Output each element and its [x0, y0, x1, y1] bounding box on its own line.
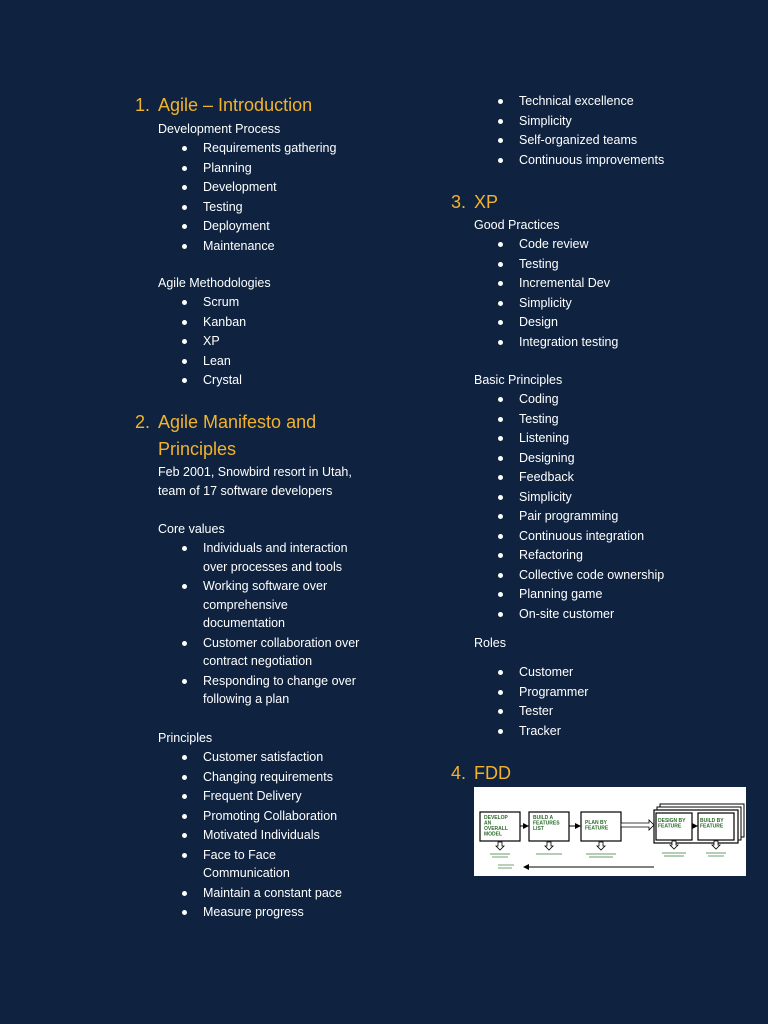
good-practices-title: Good Practices [474, 218, 560, 232]
basic-principle-item: Designing [474, 449, 664, 468]
principle-item: Face to Face Communication [158, 846, 363, 883]
development-process-item: Requirements gathering [158, 139, 336, 158]
development-process-list [158, 139, 336, 256]
section-4-number: 4. [451, 763, 467, 783]
development-process-item: Deployment [158, 217, 336, 236]
manifesto-intro: Feb 2001, Snowbird resort in Utah, team of 17 software developers [158, 465, 352, 498]
section-2-number: 2. [135, 412, 151, 432]
development-process-title: Development Process [158, 122, 281, 136]
agile-methodology-item: Lean [158, 352, 246, 371]
principle-item: Customer satisfaction [158, 748, 363, 767]
basic-principle-item: Simplicity [474, 488, 664, 507]
fdd-label-plan-by-feature: PLAN BY FEATURE [585, 820, 609, 832]
core-value-item: Responding to change over following a plan [158, 672, 363, 709]
section-1-title: Agile – Introduction [158, 95, 313, 115]
good-practices-list [474, 235, 618, 352]
roles-title: Roles [474, 636, 506, 650]
core-value-item: Individuals and interaction over processes and tools [158, 539, 363, 576]
basic-principle-item: Coding [474, 390, 664, 409]
principle-item: Technical excellence [474, 92, 664, 111]
development-process-item: Maintenance [158, 237, 336, 256]
section-2-title-line2: Principles [158, 439, 237, 459]
section-4-heading [451, 760, 511, 787]
fdd-label-build-features: BUILD A FEATURES LIST [533, 815, 560, 832]
section-4-title: FDD [474, 763, 511, 783]
basic-principle-item: Pair programming [474, 507, 664, 526]
core-value-item: Customer collaboration over contract negotiation [158, 634, 363, 671]
agile-methodology-item: Crystal [158, 371, 246, 390]
principle-item: Continuous improvements [474, 151, 664, 170]
roles-list [474, 663, 588, 741]
principles-title: Principles [158, 731, 213, 745]
section-1-heading [135, 92, 312, 119]
good-practice-item: Integration testing [474, 333, 618, 352]
good-practice-item: Testing [474, 255, 618, 274]
basic-principle-item: Refactoring [474, 546, 664, 565]
agile-methodology-item: XP [158, 332, 246, 351]
development-process-item: Development [158, 178, 336, 197]
principle-item: Frequent Delivery [158, 787, 363, 806]
good-practice-item: Simplicity [474, 294, 618, 313]
principle-item: Motivated Individuals [158, 826, 363, 845]
basic-principle-item: On-site customer [474, 605, 664, 624]
agile-methodologies-list [158, 293, 246, 391]
principles-continued-list [474, 92, 664, 170]
section-2-title-line1: Agile Manifesto and [158, 412, 317, 432]
principle-item: Simplicity [474, 112, 664, 131]
role-item: Tracker [474, 722, 588, 741]
fdd-label-build-by-feature: BUILD BY FEATURE [700, 818, 724, 830]
basic-principle-item: Continuous integration [474, 527, 664, 546]
agile-methodologies-title: Agile Methodologies [158, 276, 271, 290]
section-3-heading [451, 189, 498, 216]
basic-principle-item: Listening [474, 429, 664, 448]
principles-list [158, 748, 363, 923]
fdd-label-design-by-feature: DESIGN BY FEATURE [658, 818, 686, 830]
basic-principle-item: Feedback [474, 468, 664, 487]
core-value-item: Working software over comprehensive documentation [158, 577, 363, 633]
basic-principles-title: Basic Principles [474, 373, 563, 387]
role-item: Customer [474, 663, 588, 682]
section-3-number: 3. [451, 192, 467, 212]
basic-principle-item: Collective code ownership [474, 566, 664, 585]
principle-item: Changing requirements [158, 768, 363, 787]
agile-methodology-item: Kanban [158, 313, 246, 332]
principle-item: Promoting Collaboration [158, 807, 363, 826]
good-practice-item: Code review [474, 235, 618, 254]
principle-item: Measure progress [158, 903, 363, 922]
good-practice-item: Incremental Dev [474, 274, 618, 293]
role-item: Programmer [474, 683, 588, 702]
section-3-title: XP [474, 192, 499, 212]
agile-methodology-item: Scrum [158, 293, 246, 312]
section-1-number: 1. [135, 95, 151, 115]
core-values-list [158, 539, 363, 710]
section-2-heading [135, 409, 316, 463]
principle-item: Self-organized teams [474, 131, 664, 150]
fdd-label-develop-model: DEVELOP AN OVERALL MODEL [484, 815, 508, 838]
basic-principles-list [474, 390, 664, 624]
fdd-process-diagram [474, 787, 746, 876]
good-practice-item: Design [474, 313, 618, 332]
core-values-title: Core values [158, 522, 225, 536]
development-process-item: Planning [158, 159, 336, 178]
basic-principle-item: Testing [474, 410, 664, 429]
role-item: Tester [474, 702, 588, 721]
principle-item: Maintain a constant pace [158, 884, 363, 903]
development-process-item: Testing [158, 198, 336, 217]
basic-principle-item: Planning game [474, 585, 664, 604]
